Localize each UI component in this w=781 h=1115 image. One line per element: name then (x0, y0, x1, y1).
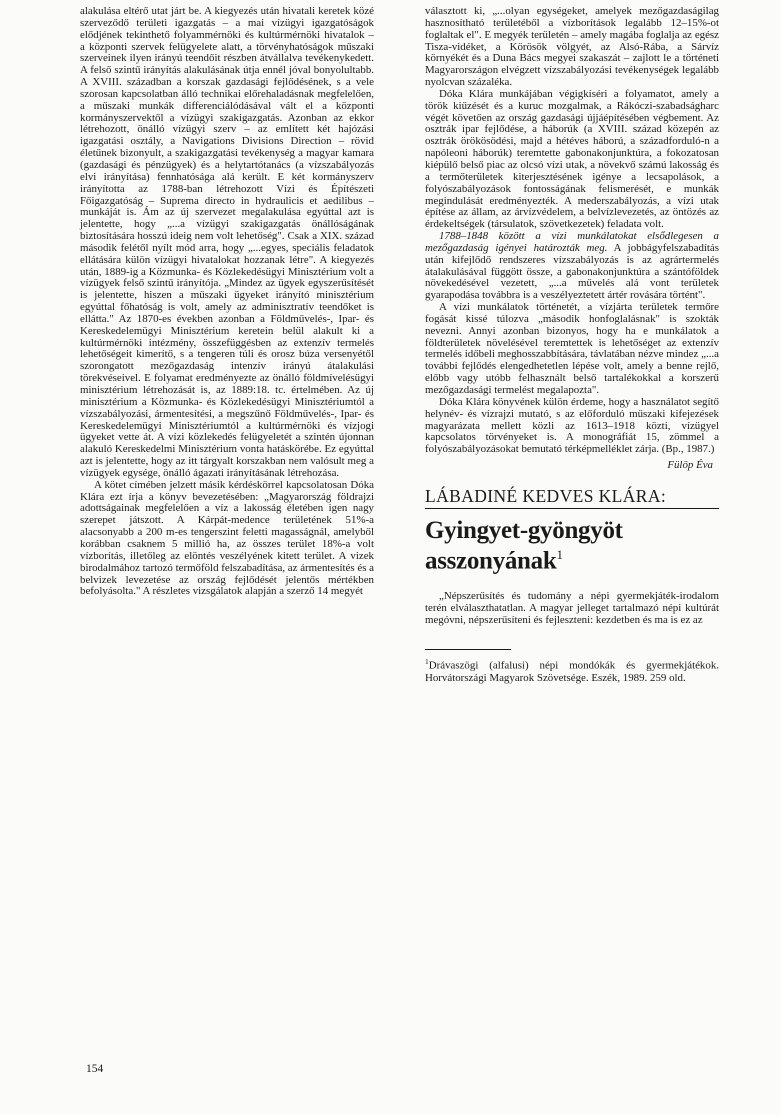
right-column (425, 6, 719, 684)
right-paragraph-4: A vízi munkálatok történetét, a vízjárta területek termőre fogását kissé túlozva „második honfoglalásnak" is szokták nevezni. Annyi azonban bizonyos, hogy ha e munkálatok a földterületek növelésével teremtettek is lehetőséget az extenzív termelés időbeli meghosszabbítására, távlatában nézve mindez „...a további fejlődés elengedhetetlen lépése volt, amely a benne rejlő, előbb vagy utóbb felhasznált belső tartalékokkal a korszerű mezőgazdasági termelést megalapozta". (425, 301, 719, 396)
footnote (425, 656, 719, 685)
right-paragraph-2: Dóka Klára munkájában végigkíséri a folyamatot, amely a török kiűzését és a kuruc mozgalmak, a Rákóczi-szabadságharc végét követően az ország gazdasági újjáépítésében végbement. Az osztrák ipar fejlődése, a háborúk (a XVIII. század közepén az osztrák örökösödési, majd a hétéves háború, a századforduló-n a napóleoni háborúk) teremtette gabonakonjunktúra, a fokozatosan kiépülő belső piac az olcsó vízi utak, a növekvő számú lakosság és a termőterületek kiterjesztésének igénye a lecsapolások, a folyószabályozások fontosságának felismerését, e munkák megindulását eredményezték. A mederszabályozás, a vízi utak építése az állam, az árvízvédelem, a belvízlevezetés, az öntözés az érdekeltségek (társulatok, szövetkezetek) feladata volt. (425, 87, 719, 231)
right-paragraph-3 (425, 231, 719, 302)
page-number: 154 (86, 1063, 104, 1075)
italic-lead: 1788–1848 között a vízi munkálatokat elsődlegesen a mezőgazdaság igényei határozták meg. (425, 230, 719, 254)
footnote-mark: 1 (425, 656, 429, 666)
left-column (80, 6, 374, 598)
footnote-text: Drávaszögi (alfalusi) népi mondókák és gyermekjátékok. Horvátországi Magyarok Szövetsége. Eszék, 1989. 259 old. (425, 659, 719, 684)
review-signature: Fülöp Éva (667, 459, 713, 472)
review-author-heading: LÁBADINÉ KEDVES KLÁRA: (425, 486, 719, 509)
left-paragraph-1: alakulása eltérő utat járt be. A kiegyezés után hivatali keretek közé szerveződő területi igazgatás – a mai vízügyi igazgatóságok elődjének tekinthető folyammérnöki és kultúrmérnöki hivatalok – a központi szervek felügyelete alatt, a törvényhatóságok műszaki szerveinek ilyen irányú teendőit részben átvállalva tevékenykedett. A felső szintű irányítás alakulásának útja ennél jóval bonyolultabb. A XVIII. században a korszak gazdasági fejlődésének, s a vele szorosan kapcsolatban álló technikai előrehaladásnak megfelelően, a műszaki munkák differenciálódásával vált el a központi kormányszervektől a vízügyi szakigazgatás. Azonban az ekkor létrehozott, önálló vízügyi szerv – az említett két hajózási igazgatási osztály, a Navigations Divisions Direction – rövid életűnek bizonyult, a szakigazgatási tevékenység a magyar kamara (gazdasági és pénzügyek) és a helytartótanács (a vízszabályozás elvi irányítása) fennhatósága alá került. E két kormányszerv irányította az 1788-ban létrehozott Vízi és Építészeti Főigazgatóság – Suprema directo in hydraulicis et aedilibus – munkáját is. Ám az új szervezet megalakulása egyúttal azt is jelentette, hogy „...a vízügyi szakigazgatás önállóságának biztosítására hosszú ideig nem volt lehetőség". Csak a XIX. század második felétől nyílt mód arra, hogy „...egyes, speciális feladatok ellátására külön vízügyi hivatalokat hozzanak létre". A kiegyezés után, 1889-ig a Közmunka- és Közlekedésügyi Minisztérium volt a vízügyek felső szintű irányítója. „Mindez az ügyek egyszerűsítését is jelentette, hiszen a műszaki ügyeket irányító minisztérium egyúttal főhatóság is volt, amely az adminisztratív teendőket is ellátta." Az 1870-es években azonban a Földművelés-, Ipar- és Kereskedelemügyi Minisztérium keretein belül alakult ki a kultúrmérnöki intézmény, összefüggésben az extenzív termelés lehetőségeit kimerítő, s a tengeren túli és orosz búza versenyétől szorongatott mezőgazdaság intenzív irányú átalakulási törekvéseivel. E folyamat eredményezte az önálló földmívelésügyi minisztérium létrehozását is, az 1889:18. tc. értelmében. Az új minisztérium a Közmunka- és Közlekedésügyi Minisztériumtól a vízszabályozási, ármentesítési, a megszűnő Földművelés-, Ipar- és Kereskedelemügyi Minisztériumtól a kultúrmérnöki és vízjogi ügyeket vette át. A vízi közlekedés felügyeletét a szintén újonnan alakuló Kereskedelmi Minisztérium vonta hatáskörébe. Ez egyúttal azt is jelentette, hogy az itt tárgyalt korszakban nem valósult meg a vízügyek egysége, önálló ágazati irányításának létrehozása. (80, 5, 374, 479)
title-line-2: asszonyának (425, 547, 557, 575)
intro-paragraph: „Népszerűsítés és tudomány a népi gyermekjáték-irodalom terén elválaszthatatlan. A magyar jelleget tartalmazó népi kultúrát megóvni, népszerűsíteni és fejleszteni: kezdetben és ma is ez az (425, 590, 719, 626)
right-paragraph-1: választott ki, „...olyan egységeket, amelyek mezőgazdaságilag hasznosítható területéből a vízborítások legalább 12–15%-ot foglaltak el". E megyék területén – amely magába foglalja az egész Tisza-vidéket, a Körösök völgyét, az Alsó-Rába, a Sárvíz környékét és a Duna Bács megyei szakaszát – zajlott le a történeti Magyarországon elvégzett vízszabályozási tevékenységek legalább nyolcvan százaléka. (425, 5, 719, 89)
title-line-1: Gyingyet-gyöngyöt (425, 516, 623, 544)
title-footnote-mark: 1 (556, 546, 563, 562)
footnote-rule (425, 649, 511, 650)
left-paragraph-2: A kötet címében jelzett másik kérdéskörrel kapcsolatosan Dóka Klára ezt írja a könyv bevezetésében: „Magyarország földrajzi adottságainak megfelelően a víz a lakosság életében igen nagy szerepet játszott. A Kárpát-medence területének 51%-a alacsonyabb a 200 m-es tengerszint feletti magasságnál, amelyből korábban csaknem 5 millió ha, az összes terület 18%-a volt vízborítás, illetőleg az elöntés veszélyének kitett terület. A vizek birodalmához tartozó termőföld felszabadítása, az ármentesítés és a belvizek levezetése az ország fejlődését jelentős mértékben befolyásolta." A részletes vizsgálatok alapján a szerző 14 megyét (80, 478, 374, 598)
review-title (425, 516, 719, 575)
right-paragraph-5: Dóka Klára könyvének külön érdeme, hogy a használatot segítő helynév- és vízrajzi mutató, s az előforduló műszaki kifejezések magyarázata mellett közli az 1613–1918 közti, vízügyel kapcsolatos törvényeket is. A monográfiát 15, zömmel a folyószabályozásokat bemutató térképmelléklet zárja. (Bp., 1987.) (425, 395, 719, 456)
right-paragraph-3-rest: A jobbágyfelszabadítás után kifejlődő rendszeres vízszabályozás is az agrártermelés átalakulásával függött össze, a gabonakonjunktúra a szántóföldek növekedésével vezetett, „...a művelés alá vont területek gyarapodása továbbra is a veszélyeztetett ártér rovására történt". (425, 241, 720, 302)
